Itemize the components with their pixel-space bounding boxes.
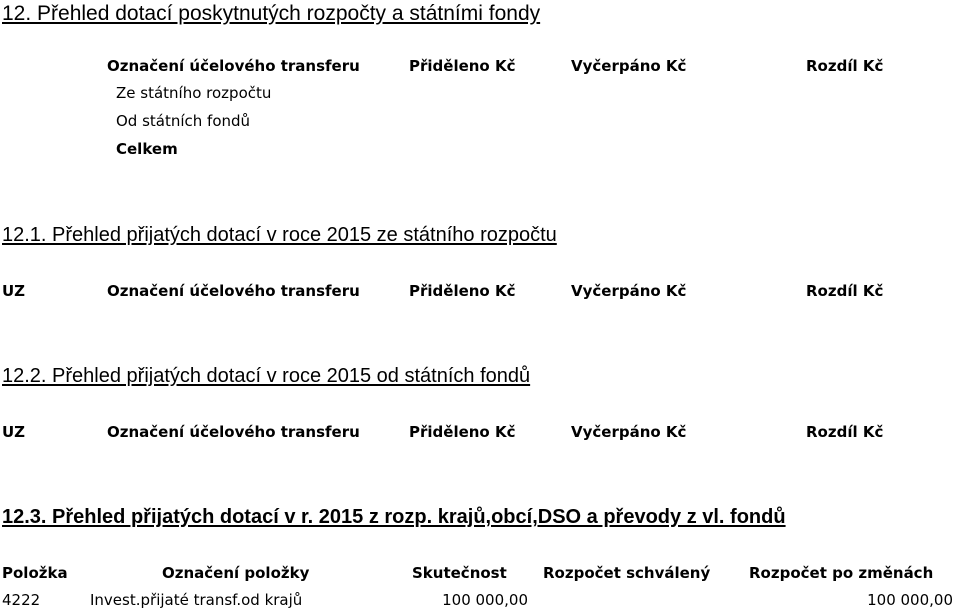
s1-header-rozdil: Rozdíl Kč xyxy=(806,282,884,300)
s3-header-rozpocet-schvaleny: Rozpočet schválený xyxy=(543,564,711,582)
s3-header-polozka: Položka xyxy=(2,564,68,582)
s2-header-vycerpano: Vyčerpáno Kč xyxy=(571,423,687,441)
s2-header-uz: UZ xyxy=(2,423,26,441)
s2-header-rozdil: Rozdíl Kč xyxy=(806,423,884,441)
s3-row-rozpocet-po-zmenach: 100 000,00 xyxy=(867,591,953,609)
s1-header-oznaceni: Označení účelového transferu xyxy=(107,282,360,300)
page-title: 12. Přehled dotací poskytnutých rozpočty a státními fondy xyxy=(2,2,541,25)
row-ze-statniho-rozpoctu: Ze státního rozpočtu xyxy=(116,84,272,102)
s1-header-prideleno: Přiděleno Kč xyxy=(409,282,516,300)
s2-header-oznaceni: Označení účelového transferu xyxy=(107,423,360,441)
s3-row-polozka: 4222 xyxy=(2,591,41,609)
row-celkem: Celkem xyxy=(116,140,178,158)
section-3-title: 12.3. Přehled přijatých dotací v r. 2015 z rozp. krajů,obcí,DSO a převody z vl. fondů xyxy=(2,506,786,528)
s3-row-oznaceni: Invest.přijaté transf.od krajů xyxy=(90,591,303,609)
section-2-title: 12.2. Přehled přijatých dotací v roce 2015 od státních fondů xyxy=(2,365,531,387)
s1-header-uz: UZ xyxy=(2,282,26,300)
s3-header-oznaceni-polozky: Označení položky xyxy=(162,564,310,582)
header-oznaceni: Označení účelového transferu xyxy=(107,57,360,75)
s3-row-skutecnost: 100 000,00 xyxy=(442,591,528,609)
header-rozdil: Rozdíl Kč xyxy=(806,57,884,75)
s3-header-rozpocet-po-zmenach: Rozpočet po změnách xyxy=(749,564,934,582)
row-od-statnich-fondu: Od státních fondů xyxy=(116,112,251,130)
header-vycerpano: Vyčerpáno Kč xyxy=(571,57,687,75)
s1-header-vycerpano: Vyčerpáno Kč xyxy=(571,282,687,300)
s2-header-prideleno: Přiděleno Kč xyxy=(409,423,516,441)
header-prideleno: Přiděleno Kč xyxy=(409,57,516,75)
section-1-title: 12.1. Přehled přijatých dotací v roce 2015 ze státního rozpočtu xyxy=(2,224,557,246)
s3-header-skutecnost: Skutečnost xyxy=(412,564,507,582)
